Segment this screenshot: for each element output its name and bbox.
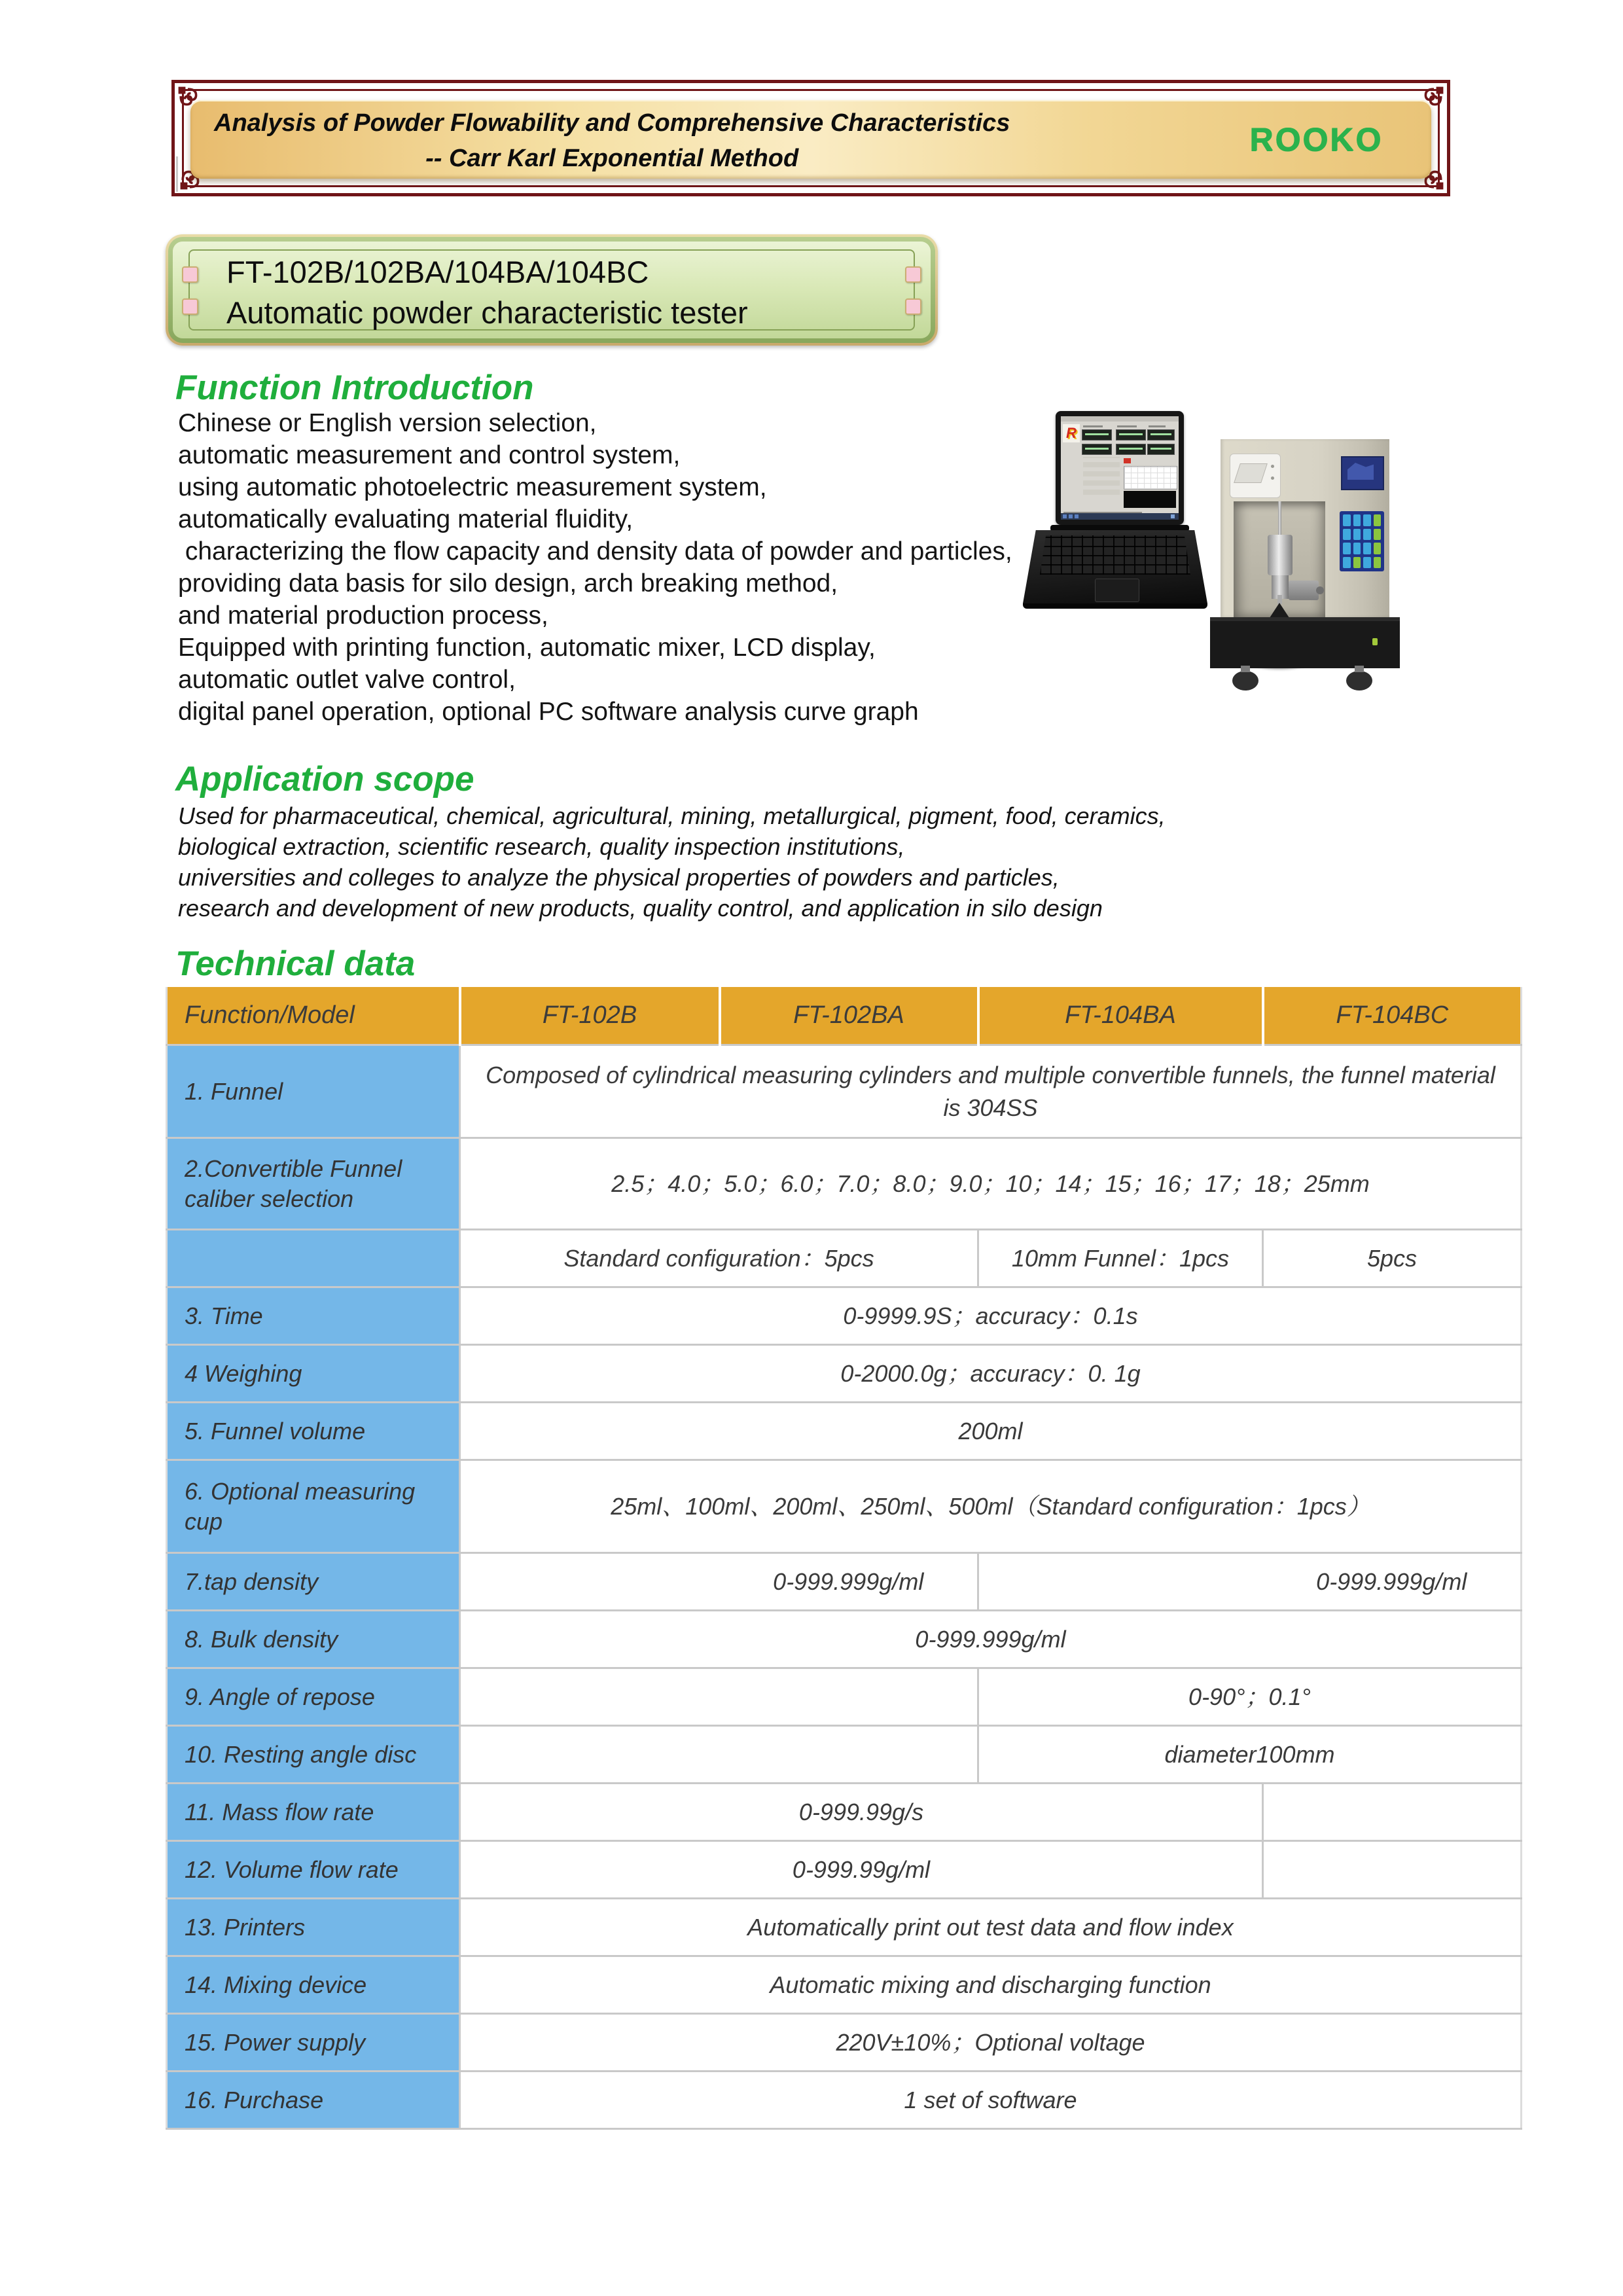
software-output-panel	[1124, 491, 1176, 508]
table-row	[167, 1956, 1522, 2014]
power-indicator	[1372, 638, 1378, 645]
laptop-screen	[1061, 416, 1179, 520]
intro-line: and material production process,	[178, 601, 548, 630]
keypad-key	[1353, 514, 1361, 526]
table-row	[167, 2014, 1522, 2072]
intro-line: Equipped with printing function, automatic mixer, LCD display,	[178, 634, 876, 662]
header-ornamental-frame	[171, 80, 1450, 196]
product-models: FT-102B/102BA/104BA/104BC	[226, 255, 649, 289]
machine-foot	[1346, 671, 1372, 691]
document-title-line1: Analysis of Powder Flowability and Comprehensive Characteristics	[214, 109, 1010, 137]
table-row	[167, 2072, 1522, 2129]
table-row	[167, 1726, 1522, 1784]
value-display	[1082, 429, 1112, 440]
table-row	[167, 1611, 1522, 1668]
row-label: 13. Printers	[167, 1899, 460, 1956]
row-label-empty	[167, 1230, 460, 1287]
table-row	[167, 1138, 1522, 1230]
document-title-line2: -- Carr Karl Exponential Method	[425, 145, 799, 172]
funnel-clamp	[1289, 581, 1319, 600]
taskbar	[1061, 513, 1179, 520]
table-row	[167, 1899, 1522, 1956]
row-cell-empty-ft102b	[460, 1553, 720, 1611]
row-value: 1 set of software	[460, 2072, 1522, 2129]
row-label: 7.tap density	[167, 1553, 460, 1611]
section-heading-technical-data: Technical data	[175, 944, 416, 983]
row-label: 3. Time	[167, 1287, 460, 1345]
intro-line: providing data basis for silo design, arch breaking method,	[178, 569, 838, 598]
intro-line: automatic measurement and control system,	[178, 441, 681, 469]
laptop-lid	[1056, 411, 1184, 525]
flag-icon	[1124, 458, 1131, 463]
table-header-row	[167, 987, 1522, 1045]
scope-line: biological extraction, scientific research, quality inspection institutions,	[178, 833, 905, 860]
field-label	[1149, 425, 1166, 427]
keypad-key	[1353, 557, 1361, 569]
keypad-key	[1343, 543, 1351, 554]
scope-line: Used for pharmaceutical, chemical, agricultural, mining, metallurgical, pigment, food, ceramics,	[178, 802, 1166, 829]
row-label: 14. Mixing device	[167, 1956, 460, 2014]
keypad-key	[1374, 514, 1382, 526]
row-label: 9. Angle of repose	[167, 1668, 460, 1726]
row-cell-empty-ft104bc	[1263, 1784, 1522, 1841]
row-value-ft102ba: 0-999.999g/ml	[720, 1553, 978, 1611]
field-label	[1117, 425, 1137, 427]
keypad-key	[1374, 529, 1382, 541]
laptop-trackpad	[1095, 579, 1139, 602]
intro-line: Chinese or English version selection,	[178, 409, 597, 437]
keypad-key	[1343, 514, 1351, 526]
row-value: 25ml、100ml、200ml、250ml、500ml（Standard configuration：1pcs）	[460, 1460, 1522, 1553]
software-button-grid	[1083, 457, 1120, 495]
row-label: 1. Funnel	[167, 1045, 460, 1138]
row-value: Composed of cylindrical measuring cylinders and multiple convertible funnels, the funnel material is 304SS	[460, 1045, 1522, 1138]
row-label: 11. Mass flow rate	[167, 1784, 460, 1841]
product-name: Automatic powder characteristic tester	[226, 295, 748, 330]
value-display	[1116, 429, 1146, 440]
row-label: 6. Optional measuring cup	[167, 1460, 460, 1553]
table-row	[167, 1345, 1522, 1403]
software-chart-area	[1124, 466, 1177, 490]
intro-line: automatic outlet valve control,	[178, 666, 516, 694]
application-scope-text	[178, 800, 1166, 924]
lcd-content	[1347, 463, 1374, 480]
row-value: 2.5；4.0；5.0；6.0；7.0；8.0；9.0；10；14；15；16；17；18；25mm	[460, 1138, 1522, 1230]
row-value: 0-999.99g/ml	[460, 1841, 1263, 1899]
table-row	[167, 1668, 1522, 1726]
keypad-key	[1363, 543, 1371, 554]
keypad-key	[1374, 543, 1382, 554]
row-cell-empty-ft102	[460, 1726, 978, 1784]
row-label: 5. Funnel volume	[167, 1403, 460, 1460]
laptop-keyboard	[1040, 535, 1190, 575]
column-header-function-model: Function/Model	[167, 987, 460, 1045]
funnel-cylinder	[1268, 535, 1293, 575]
row-value-ft104: 0-90°；0.1°	[978, 1668, 1522, 1726]
keypad-key	[1374, 557, 1382, 569]
row-label: 4 Weighing	[167, 1345, 460, 1403]
funnel-rod	[1278, 501, 1281, 535]
table-row	[167, 1460, 1522, 1553]
laptop-photo	[1023, 411, 1207, 614]
product-title-box	[166, 234, 938, 346]
value-display	[1147, 429, 1175, 440]
row-label: 15. Power supply	[167, 2014, 460, 2072]
table-row	[167, 1784, 1522, 1841]
gold-banner	[190, 100, 1431, 179]
table-row	[167, 1553, 1522, 1611]
table-row	[167, 1403, 1522, 1460]
row-value: 0-9999.9S；accuracy：0.1s	[460, 1287, 1522, 1345]
row-label: 8. Bulk density	[167, 1611, 460, 1668]
keypad-key	[1363, 557, 1371, 569]
keypad-key	[1353, 543, 1361, 554]
row-value-ft104bc: 5pcs	[1263, 1230, 1522, 1287]
row-label: 2.Convertible Funnel caliber selection	[167, 1138, 460, 1230]
table-row	[167, 1230, 1522, 1287]
row-value: 0-999.999g/ml	[460, 1611, 1522, 1668]
machine-keypad	[1340, 511, 1384, 571]
brand-logo: ROOKO	[1249, 121, 1383, 158]
clamp-knob	[1316, 586, 1324, 594]
pin-icon	[182, 298, 198, 315]
row-value: 220V±10%；Optional voltage	[460, 2014, 1522, 2072]
keypad-key	[1343, 557, 1351, 569]
row-cell-empty-ft104ba	[978, 1553, 1263, 1611]
software-menubar	[1061, 416, 1179, 422]
document-title	[214, 105, 1010, 176]
pin-icon	[905, 266, 921, 283]
product-title-box-rim	[168, 237, 935, 343]
keypad-key	[1343, 529, 1351, 541]
technical-data-table	[166, 987, 1522, 2130]
tester-machine-photo	[1210, 439, 1400, 698]
printer-led	[1271, 465, 1274, 468]
machine-base	[1210, 617, 1400, 668]
value-display	[1116, 444, 1146, 455]
scope-line: universities and colleges to analyze the physical properties of powders and particles,	[178, 864, 1060, 891]
intro-line: automatically evaluating material fluidity,	[178, 505, 633, 533]
scope-line: research and development of new products, quality control, and application in silo design	[178, 895, 1103, 922]
keypad-key	[1353, 529, 1361, 541]
row-value: 0-999.99g/s	[460, 1784, 1263, 1841]
row-value: Automatically print out test data and flow index	[460, 1899, 1522, 1956]
column-header-ft104ba: FT-104BA	[978, 987, 1263, 1045]
value-display	[1147, 444, 1175, 455]
table-row	[167, 1841, 1522, 1899]
row-cell-empty-ft104bc	[1263, 1841, 1522, 1899]
pin-icon	[905, 298, 921, 315]
section-heading-application-scope: Application scope	[175, 760, 474, 798]
column-header-ft104bc: FT-104BC	[1263, 987, 1522, 1045]
pin-icon	[182, 266, 198, 283]
printer-slot	[1234, 463, 1268, 483]
row-label: 12. Volume flow rate	[167, 1841, 460, 1899]
column-header-ft102b: FT-102B	[460, 987, 720, 1045]
row-value-ft104ba: 10mm Funnel：1pcs	[978, 1230, 1263, 1287]
printer-led	[1271, 476, 1274, 480]
row-value: 0-2000.0g；accuracy：0. 1g	[460, 1345, 1522, 1403]
product-title-box-fill	[173, 242, 931, 338]
column-header-ft102ba: FT-102BA	[720, 987, 978, 1045]
laptop-base-edge	[1023, 603, 1207, 609]
row-label: 16. Purchase	[167, 2072, 460, 2129]
row-value-ft104bc: 0-999.999g/ml	[1263, 1553, 1522, 1611]
machine-lcd-display	[1341, 456, 1384, 490]
keypad-key	[1363, 514, 1371, 526]
field-label	[1083, 425, 1103, 427]
software-logo: R	[1063, 424, 1080, 442]
machine-printer	[1230, 454, 1281, 498]
product-title	[226, 252, 748, 333]
keypad-key	[1363, 529, 1371, 541]
table-row	[167, 1045, 1522, 1138]
row-value-ft102b-ft102ba: Standard configuration：5pcs	[460, 1230, 978, 1287]
function-introduction-text	[178, 407, 1012, 728]
row-value-ft104: diameter100mm	[978, 1726, 1522, 1784]
intro-line: using automatic photoelectric measurement system,	[178, 473, 767, 501]
table-row	[167, 1287, 1522, 1345]
row-value: Automatic mixing and discharging function	[460, 1956, 1522, 2014]
intro-line: digital panel operation, optional PC software analysis curve graph	[178, 698, 919, 726]
machine-foot	[1232, 671, 1258, 691]
value-display	[1082, 444, 1112, 455]
row-label: 10. Resting angle disc	[167, 1726, 460, 1784]
row-value: 200ml	[460, 1403, 1522, 1460]
row-cell-empty-ft102	[460, 1668, 978, 1726]
section-heading-function-introduction: Function Introduction	[175, 368, 534, 407]
intro-line: characterizing the flow capacity and density data of powder and particles,	[178, 537, 1012, 565]
